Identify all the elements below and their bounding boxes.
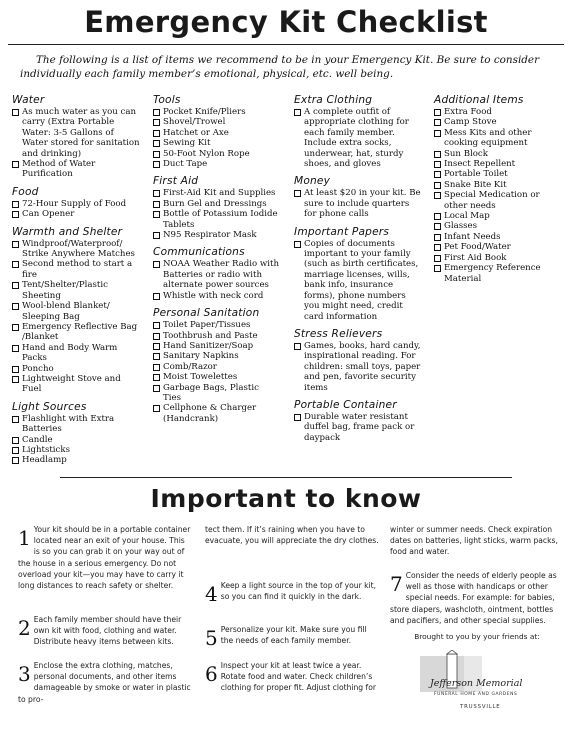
checkbox[interactable] <box>153 232 160 239</box>
checklist-item-label: Toilet Paper/Tissues <box>163 320 251 331</box>
section-title: Important Papers <box>294 225 390 238</box>
section-title: Portable Container <box>294 398 397 411</box>
checkbox[interactable] <box>434 192 441 199</box>
checklist-item-label: Garbage Bags, Plastic Ties <box>163 382 259 403</box>
checklist-item <box>12 322 140 343</box>
checklist-item <box>12 280 140 301</box>
checkbox[interactable] <box>12 261 19 268</box>
checkbox[interactable] <box>434 109 441 116</box>
checklist-item <box>12 364 140 374</box>
checklist-item <box>12 435 140 445</box>
checklist-section <box>294 175 424 219</box>
tip-text: Enclose the extra clothing, matches, personal documents, and other items damageable by smoke or water in plastic to pro- <box>18 661 191 704</box>
checklist-item <box>434 242 562 252</box>
checklist-item <box>153 341 279 351</box>
checklist-item <box>153 149 279 159</box>
checklist-item-label: Toothbrush and Paste <box>163 330 258 341</box>
checklist-item <box>12 455 140 465</box>
logo-city: TRUSSVILLE <box>460 704 501 710</box>
checklist-item <box>153 107 279 117</box>
checkbox[interactable] <box>153 190 160 197</box>
section-title: Additional Items <box>434 94 524 106</box>
tip-text: Consider the needs of elderly people as well as those with handicaps or other special needs. For example: for babies, store diapers, washcloth, ointment, bottles and pacifiers, and other special supplies. <box>390 571 557 625</box>
funeral-home-logo <box>420 650 530 720</box>
checklist-item-label: As much water as you can carry (Extra Portable Water: 3-5 Gallons of Water stored for sanitation and drinking) <box>22 107 140 159</box>
checkbox[interactable] <box>434 255 441 262</box>
checklist-section <box>294 94 424 169</box>
page-title: Emergency Kit Checklist <box>84 5 488 39</box>
checklist-item <box>12 445 140 455</box>
important-title: Important to know <box>150 484 422 513</box>
checklist-item-label: N95 Respirator Mask <box>163 230 257 241</box>
checklist-item <box>153 372 279 382</box>
section-title: Communications <box>153 246 245 259</box>
checklist-item <box>153 351 279 361</box>
checkbox[interactable] <box>153 151 160 158</box>
checklist-item <box>434 107 562 117</box>
checkbox[interactable] <box>153 201 160 208</box>
section-divider <box>60 477 512 478</box>
checkbox[interactable] <box>434 161 441 168</box>
checkbox[interactable] <box>434 265 441 272</box>
checklist-column-3 <box>294 94 424 449</box>
tip-5 <box>205 624 380 650</box>
checkbox[interactable] <box>153 119 160 126</box>
checklist-item-label: Snake Bite Kit <box>444 179 507 190</box>
tip-7 <box>390 570 565 626</box>
tip-number: 1 <box>18 526 31 550</box>
checklist-item <box>153 209 279 230</box>
checklist-item-label: Whistle with neck cord <box>163 290 264 301</box>
checklist-column-1 <box>12 94 140 472</box>
section-title: Tools <box>153 94 181 106</box>
checkbox[interactable] <box>12 324 19 331</box>
checkbox[interactable] <box>153 211 160 218</box>
checklist-item-label: Candle <box>22 434 53 445</box>
checklist-item <box>434 180 562 190</box>
checklist-item-label: A complete outfit of appropriate clothing for each family member. Include extra socks, underwear, hat, sturdy shoes, and gloves <box>304 107 409 170</box>
checklist-item <box>153 188 279 198</box>
checklist-section <box>12 401 140 466</box>
checklist-item-label: Pocket Knife/Pliers <box>163 107 246 117</box>
checklist-item-label: At least $20 in your kit. Be sure to include quarters for phone calls <box>304 188 421 220</box>
checkbox[interactable] <box>434 151 441 158</box>
checklist-item <box>12 343 140 364</box>
checklist-item-label: Hatchet or Axe <box>163 127 229 138</box>
checklist-section <box>153 307 279 424</box>
checklist-column-2 <box>153 94 279 430</box>
checklist-section <box>153 94 279 169</box>
section-title: Light Sources <box>12 400 87 413</box>
tip-number: 7 <box>390 572 403 596</box>
checkbox[interactable] <box>12 345 19 352</box>
checkbox[interactable] <box>153 130 160 137</box>
checklist-item <box>434 253 562 263</box>
checkbox[interactable] <box>153 293 160 300</box>
tip-2 <box>18 614 193 648</box>
checklist-item <box>12 239 140 260</box>
checkbox[interactable] <box>12 376 19 383</box>
checklist-item-label: Wool-blend Blanket/ Sleeping Bag <box>22 301 110 322</box>
checklist-item <box>434 211 562 221</box>
tip-text: Your kit should be in a portable container located near an exit of your house. This is so you can grab it on your way out of the house in a serious emergency. Do not overload your kit—you may have to carry it long distances to reach safety or shelter. <box>18 525 191 591</box>
checklist-item-label: Extra Food <box>444 107 492 117</box>
checklist-item-label: Sanitary Napkins <box>163 351 239 362</box>
checkbox[interactable] <box>12 437 19 444</box>
checklist-item-label: Camp Stove <box>444 117 497 128</box>
section-title: Extra Clothing <box>294 94 373 106</box>
checklist-item <box>12 301 140 322</box>
checklist-item <box>434 263 562 284</box>
checklist-item-label: Comb/Razor <box>163 361 217 372</box>
checklist-section <box>294 226 424 322</box>
checkbox[interactable] <box>434 119 441 126</box>
checkbox[interactable] <box>153 364 160 371</box>
tip-text: Each family member should have their own kit with food, clothing and water. Distribute heavy items between kits. <box>33 615 182 647</box>
checklist-item-label: NOAA Weather Radio with Batteries or radio with alternate power sources <box>163 259 280 291</box>
checklist-item-label: First-Aid Kit and Supplies <box>163 188 276 199</box>
checklist-item-label: Sewing Kit <box>163 138 211 149</box>
checklist-item-label: Second method to start a fire <box>22 259 133 280</box>
checkbox[interactable] <box>153 343 160 350</box>
checklist-item-label: 50-Foot Nylon Rope <box>163 148 250 159</box>
checklist-item <box>294 341 424 393</box>
checklist-item <box>153 128 279 138</box>
checklist-item-label: Bottle of Potassium Iodide Tablets <box>163 209 278 230</box>
checklist-item-label: Hand and Body Warm Packs <box>22 342 118 364</box>
checklist-section <box>294 399 424 443</box>
checkbox[interactable] <box>153 405 160 412</box>
checkbox[interactable] <box>294 241 301 248</box>
checklist-item <box>153 383 279 404</box>
checklist-item <box>294 188 424 219</box>
checklist-item <box>153 362 279 372</box>
section-title: Personal Sanitation <box>153 307 260 320</box>
tip-number: 2 <box>18 616 31 640</box>
checklist-item-label: Poncho <box>22 363 54 374</box>
checkbox[interactable] <box>12 416 19 423</box>
checklist-item <box>12 199 140 209</box>
checklist-section <box>12 226 140 395</box>
checklist-section <box>153 175 279 240</box>
checklist-section <box>434 94 562 284</box>
tip-number: 4 <box>205 582 218 606</box>
logo-name: Jefferson Memorial <box>430 678 523 689</box>
checklist-item-label: Burn Gel and Dressings <box>163 198 267 209</box>
tip-number: 3 <box>18 662 31 686</box>
checkbox[interactable] <box>434 171 441 178</box>
checkbox[interactable] <box>294 109 301 116</box>
checkbox[interactable] <box>153 353 160 360</box>
checkbox[interactable] <box>12 282 19 289</box>
checklist-item <box>434 159 562 169</box>
checkbox[interactable] <box>12 303 19 310</box>
checklist-item <box>153 291 279 301</box>
checklist-item <box>434 221 562 231</box>
section-title: Water <box>12 94 45 106</box>
checkbox[interactable] <box>12 447 19 454</box>
tip-number: 5 <box>205 626 218 650</box>
checklist-item-label: Flashlight with Extra Batteries <box>22 413 115 435</box>
checklist-item <box>153 331 279 341</box>
section-title: Food <box>12 185 39 198</box>
checkbox[interactable] <box>153 322 160 329</box>
checklist-item <box>153 403 279 424</box>
checklist-item <box>294 412 424 443</box>
checkbox[interactable] <box>12 201 19 208</box>
section-title: Money <box>294 175 331 188</box>
tip-number: 6 <box>205 662 218 686</box>
checklist-item <box>434 190 562 211</box>
checklist-item <box>434 232 562 242</box>
section-title: First Aid <box>153 175 199 188</box>
checkbox[interactable] <box>153 161 160 168</box>
tip-text: Personalize your kit. Make sure you fill the needs of each family member. <box>220 625 367 646</box>
checkbox[interactable] <box>294 190 301 197</box>
checklist-item-label: Lightweight Stove and Fuel <box>22 373 121 395</box>
checklist-item <box>12 107 140 159</box>
checkbox[interactable] <box>434 130 441 137</box>
checklist-item-label: Sun Block <box>444 148 488 159</box>
checkbox[interactable] <box>434 213 441 220</box>
checklist-section <box>12 186 140 220</box>
checklist-item-label: Lightsticks <box>22 444 70 455</box>
checkbox[interactable] <box>153 109 160 116</box>
checklist-item <box>153 117 279 127</box>
checkbox[interactable] <box>434 234 441 241</box>
checklist-item <box>153 199 279 209</box>
checklist-item-label: Cellphone & Charger (Handcrank) <box>163 403 257 424</box>
brought-to-you-text: Brought to you by your friends at: <box>414 632 540 641</box>
checkbox[interactable] <box>12 457 19 464</box>
checklist-item-label: Headlamp <box>22 455 67 466</box>
checklist-item-label: Hand Sanitizer/Soap <box>163 340 254 351</box>
checklist-item <box>434 117 562 127</box>
checklist-item-label: Local Map <box>444 211 490 222</box>
tip-text: Inspect your kit at least twice a year. Rotate food and water. Check children’s clothing for proper fit. Adjust clothing for <box>220 661 376 693</box>
checklist-item-label: Method of Water Purification <box>22 159 96 180</box>
checklist-item-label: Tent/Shelter/Plastic Sheeting <box>22 280 108 301</box>
checklist-item <box>153 138 279 148</box>
checklist-item <box>153 320 279 330</box>
checklist-item <box>434 128 562 149</box>
checklist-item <box>12 374 140 395</box>
checklist-item-label: Copies of documents important to your family (such as birth certificates, marriage licenses, wills, bank info, insurance forms), phone numbers you might need, credit card information <box>304 238 419 322</box>
section-title: Stress Relievers <box>294 327 383 340</box>
checklist-item <box>12 259 140 280</box>
tip-6 <box>205 660 380 694</box>
checklist-item <box>153 230 279 240</box>
checklist-item <box>294 107 424 169</box>
checklist-item-label: Durable water resistant duffel bag, frame pack or daypack <box>304 411 415 443</box>
checklist-section <box>294 328 424 393</box>
checklist-item-label: Glasses <box>444 221 478 232</box>
checkbox[interactable] <box>153 261 160 268</box>
checkbox[interactable] <box>12 211 19 218</box>
title-divider <box>8 44 564 45</box>
checkbox[interactable] <box>294 414 301 421</box>
checklist-section <box>12 94 140 180</box>
checklist-item-label: Pet Food/Water <box>444 242 511 253</box>
checkbox[interactable] <box>434 223 441 230</box>
checkbox[interactable] <box>153 333 160 340</box>
checklist-item <box>12 209 140 219</box>
checkbox[interactable] <box>153 140 160 147</box>
checklist-item <box>434 149 562 159</box>
checkbox[interactable] <box>153 374 160 381</box>
checklist-item-label: Games, books, hard candy, inspirational reading. For children: small toys, paper and pen, favorite security items <box>304 340 421 393</box>
checklist-item-label: Mess Kits and other cooking equipment <box>444 127 532 149</box>
checklist-item <box>12 414 140 435</box>
checklist-item-label: Emergency Reflective Bag /Blanket <box>22 321 138 343</box>
tip-1 <box>18 524 193 591</box>
checklist-item-label: Portable Toilet <box>444 169 508 180</box>
checklist-item-label: Can Opener <box>22 209 75 220</box>
checkbox[interactable] <box>294 343 301 350</box>
intro-text: The following is a list of items we recommend to be in your Emergency Kit. Be sure to consider individually each family member’s emotional, physical, etc. well being. <box>20 54 540 80</box>
checklist-item-label: Moist Towelettes <box>163 372 238 383</box>
checklist-section <box>153 246 279 301</box>
checkbox[interactable] <box>434 182 441 189</box>
checklist-item-label: Duct Tape <box>163 159 208 170</box>
checklist-item-label: Infant Needs <box>444 231 501 242</box>
checklist-item-label: First Aid Book <box>444 252 507 263</box>
checklist-item <box>153 159 279 169</box>
checklist-item-label: Insect Repellent <box>444 159 516 170</box>
checkbox[interactable] <box>12 366 19 373</box>
tip-6-continued: winter or summer needs. Check expiration dates on batteries, light sticks, warm packs, food and water. <box>390 525 558 557</box>
checklist-item <box>153 259 279 290</box>
logo-subtitle: FUNERAL HOME AND GARDENS <box>434 692 518 697</box>
checkbox[interactable] <box>12 241 19 248</box>
checklist-item <box>12 159 140 180</box>
checkbox[interactable] <box>12 109 19 116</box>
section-title: Warmth and Shelter <box>12 225 123 238</box>
checklist-item-label: 72-Hour Supply of Food <box>22 198 127 209</box>
tip-3-continued: tect them. If it’s raining when you have to evacuate, you will appreciate the dry clothes. <box>205 525 379 546</box>
checklist-item-label: Windproof/Waterproof/ Strike Anywhere Matches <box>22 238 135 260</box>
checklist-item <box>294 239 424 322</box>
checklist-item <box>434 169 562 179</box>
tip-text: Keep a light source in the top of your kit, so you can find it quickly in the dark. <box>220 581 377 602</box>
checklist-item-label: Special Medication or other needs <box>444 190 540 211</box>
tip-3 <box>18 660 193 705</box>
checklist-item-label: Emergency Reference Material <box>444 263 541 284</box>
checkbox[interactable] <box>434 244 441 251</box>
checkbox[interactable] <box>153 385 160 392</box>
checklist-item-label: Shovel/Trowel <box>163 117 226 128</box>
checklist-column-4 <box>434 94 562 290</box>
tip-4 <box>205 580 380 606</box>
checkbox[interactable] <box>12 161 19 168</box>
